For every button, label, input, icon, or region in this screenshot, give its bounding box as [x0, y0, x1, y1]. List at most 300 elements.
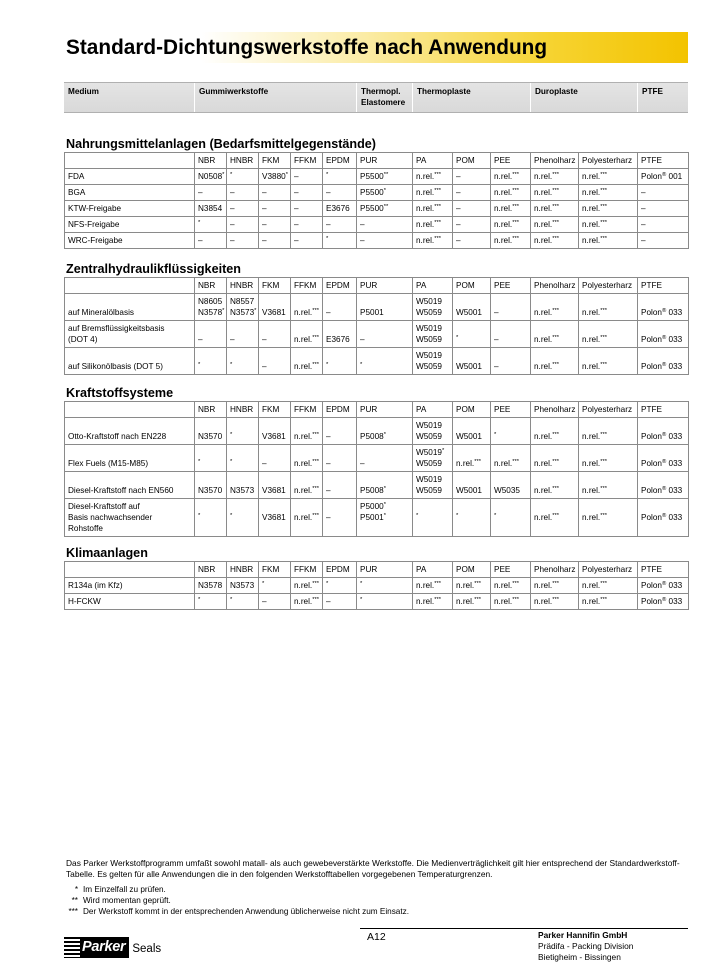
material-header-cell — [259, 402, 291, 418]
medium-header-cell — [65, 562, 195, 578]
value-text: n.rel.*** — [494, 220, 519, 229]
value-cell — [531, 201, 579, 217]
table-row — [65, 217, 689, 233]
value-text: – — [262, 597, 267, 606]
value-text: n.rel.*** — [416, 220, 441, 229]
value-cell — [259, 233, 291, 249]
value-cell — [227, 185, 259, 201]
table-row — [65, 185, 689, 201]
value-cell — [195, 201, 227, 217]
material-header-cell — [531, 402, 579, 418]
medium-label: H-FCKW — [68, 597, 101, 606]
medium-cell — [65, 594, 195, 610]
title-bar — [64, 32, 688, 63]
value-cell — [357, 185, 413, 201]
company-name: Parker Hannifin GmbH — [538, 930, 628, 940]
value-text: Polon® 033 — [641, 362, 683, 371]
value-text: W5059 — [416, 362, 442, 371]
value-cell — [491, 348, 531, 375]
value-text: N3578 — [198, 581, 223, 590]
medium-cell — [65, 217, 195, 233]
value-text: N3573* — [230, 308, 257, 317]
value-text: – — [641, 220, 646, 229]
footer-divider — [360, 928, 688, 929]
column-group-cell — [530, 83, 637, 112]
value-text: Polon® 033 — [641, 513, 683, 522]
value-cell — [638, 294, 689, 321]
value-text: – — [326, 432, 331, 441]
value-cell — [413, 348, 453, 375]
footnote — [66, 906, 409, 917]
material-header-cell — [323, 402, 357, 418]
value-text: P5500** — [360, 204, 389, 213]
value-cell — [491, 185, 531, 201]
value-text: – — [360, 459, 365, 468]
material-header-cell — [291, 278, 323, 294]
value-text: * — [326, 172, 329, 179]
value-text: W5059 — [416, 486, 442, 495]
value-cell — [357, 169, 413, 185]
value-text: n.rel.*** — [416, 204, 441, 213]
material-header-cell — [638, 153, 689, 169]
value-cell — [531, 169, 579, 185]
value-cell — [453, 201, 491, 217]
material-header-cell — [413, 402, 453, 418]
value-cell — [453, 499, 491, 537]
value-text: * — [230, 597, 233, 604]
value-text: – — [198, 335, 203, 344]
material-name: HNBR — [230, 565, 254, 574]
value-cell — [579, 201, 638, 217]
value-text: Polon® 033 — [641, 597, 683, 606]
value-cell — [227, 418, 259, 445]
value-cell — [453, 594, 491, 610]
value-text: * — [230, 513, 233, 520]
footnotes — [66, 884, 409, 917]
column-group-cell — [637, 83, 688, 112]
value-cell — [227, 578, 259, 594]
value-text: * — [456, 335, 459, 342]
material-name: HNBR — [230, 281, 254, 290]
value-cell — [291, 185, 323, 201]
material-name: PA — [416, 405, 427, 414]
material-name: PUR — [360, 156, 378, 165]
material-name: FKM — [262, 156, 280, 165]
value-text: P5500* — [360, 188, 386, 197]
table-row — [65, 499, 689, 537]
value-text: – — [230, 204, 235, 213]
value-cell — [323, 201, 357, 217]
value-text: V3681 — [262, 513, 286, 522]
value-text: * — [494, 513, 497, 520]
material-table — [64, 561, 689, 610]
value-text: n.rel.*** — [534, 220, 559, 229]
logo-brand: Parker — [80, 937, 129, 958]
medium-header-cell — [65, 278, 195, 294]
value-text: – — [494, 335, 499, 344]
value-text: N3573 — [230, 486, 255, 495]
medium-header-cell — [65, 402, 195, 418]
value-cell — [531, 233, 579, 249]
value-cell — [638, 321, 689, 348]
material-name: FFKM — [294, 281, 317, 290]
value-text: – — [326, 188, 331, 197]
table-row — [65, 472, 689, 499]
value-text: P5500** — [360, 172, 389, 181]
value-text: W5019 — [416, 297, 442, 306]
material-name: Polyesterharz — [582, 405, 633, 414]
value-text: n.rel.*** — [416, 581, 441, 590]
material-header-cell — [195, 278, 227, 294]
value-text: n.rel.*** — [582, 459, 607, 468]
value-text: W5019* — [416, 448, 445, 457]
value-cell — [413, 185, 453, 201]
table-header-row — [65, 278, 689, 294]
value-cell — [291, 201, 323, 217]
value-cell — [579, 445, 638, 472]
column-group-label: Thermopl. — [361, 87, 401, 96]
material-name: EPDM — [326, 281, 350, 290]
value-text: n.rel.*** — [534, 597, 559, 606]
value-cell — [291, 321, 323, 348]
value-cell — [195, 594, 227, 610]
material-name: PEE — [494, 405, 511, 414]
value-text: * — [198, 362, 201, 369]
value-cell — [413, 201, 453, 217]
value-text: – — [456, 236, 461, 245]
value-cell — [453, 418, 491, 445]
material-name: NBR — [198, 156, 216, 165]
material-name: NBR — [198, 281, 216, 290]
value-cell — [413, 418, 453, 445]
value-text: n.rel.*** — [582, 335, 607, 344]
footnote-mark: ** — [71, 896, 78, 905]
footnote-mark: *** — [68, 907, 78, 916]
value-cell — [195, 185, 227, 201]
value-text: – — [641, 236, 646, 245]
value-text: n.rel.*** — [534, 335, 559, 344]
company-location: Bietigheim - Bissingen — [538, 952, 621, 962]
medium-cell — [65, 418, 195, 445]
intro-text: Das Parker Werkstoffprogramm umfaßt sowohl matall- als auch gewebeverstärkte Werkstoffe. Die Medienverträglichkeit gilt hier entsprechend der Standardwerkstoff-Tabelle. Es gelten für alle Anwendungen die in den folgenden Werkstofftabellen vorgegebenen Temperaturgrenzen. — [66, 858, 680, 879]
value-cell — [531, 348, 579, 375]
application-section — [64, 386, 688, 537]
medium-cell — [65, 233, 195, 249]
value-text: N3573 — [230, 581, 255, 590]
value-text: n.rel.*** — [582, 220, 607, 229]
value-text: – — [326, 513, 331, 522]
value-text: W5059 — [416, 459, 442, 468]
value-text: – — [230, 188, 235, 197]
value-cell — [291, 294, 323, 321]
medium-label: Diesel-Kraftstoff nach EN560 — [68, 486, 174, 495]
value-text: – — [326, 459, 331, 468]
column-group-label: Medium — [68, 87, 99, 96]
value-text: V3681 — [262, 486, 286, 495]
value-text: – — [230, 335, 235, 344]
value-text: V3681 — [262, 308, 286, 317]
material-name: Polyesterharz — [582, 565, 633, 574]
value-text: – — [360, 220, 365, 229]
value-text: * — [326, 581, 329, 588]
value-text: * — [494, 432, 497, 439]
value-text: n.rel.*** — [294, 335, 319, 344]
value-cell — [227, 499, 259, 537]
value-cell — [195, 578, 227, 594]
value-cell — [579, 594, 638, 610]
value-text: n.rel.*** — [534, 513, 559, 522]
value-cell — [195, 472, 227, 499]
value-cell — [413, 169, 453, 185]
value-text: – — [641, 188, 646, 197]
material-name: PA — [416, 565, 427, 574]
value-text: – — [456, 172, 461, 181]
value-cell — [195, 418, 227, 445]
material-header-cell — [259, 278, 291, 294]
value-text: P5008* — [360, 432, 386, 441]
value-text: W5059 — [416, 308, 442, 317]
column-group-label: Gummiwerkstoffe — [199, 87, 269, 96]
value-cell — [453, 445, 491, 472]
value-cell — [259, 472, 291, 499]
value-cell — [291, 499, 323, 537]
material-name: PUR — [360, 281, 378, 290]
value-cell — [531, 594, 579, 610]
value-text: * — [416, 513, 419, 520]
value-cell — [638, 233, 689, 249]
medium-label: KTW-Freigabe — [68, 204, 122, 213]
value-cell — [227, 321, 259, 348]
value-cell — [323, 217, 357, 233]
value-text: * — [326, 236, 329, 243]
value-text: n.rel.*** — [294, 432, 319, 441]
material-header-cell — [291, 153, 323, 169]
value-text: – — [198, 188, 203, 197]
table-row — [65, 201, 689, 217]
material-name: Phenolharz — [534, 281, 576, 290]
material-name: HNBR — [230, 405, 254, 414]
value-cell — [291, 418, 323, 445]
value-text: W5001 — [456, 308, 482, 317]
value-text: – — [456, 188, 461, 197]
value-text: n.rel.*** — [582, 597, 607, 606]
material-name: NBR — [198, 565, 216, 574]
value-cell — [531, 472, 579, 499]
material-header-cell — [291, 562, 323, 578]
value-text: P5008* — [360, 486, 386, 495]
material-name: NBR — [198, 405, 216, 414]
value-cell — [259, 294, 291, 321]
value-cell — [357, 418, 413, 445]
value-cell — [357, 233, 413, 249]
value-text: n.rel.*** — [534, 204, 559, 213]
value-cell — [491, 472, 531, 499]
value-text: N3570 — [198, 432, 223, 441]
value-text: Polon® 001 — [641, 172, 683, 181]
column-group-cell — [64, 83, 194, 112]
section-title: Kraftstoffsysteme — [66, 386, 174, 400]
table-header-row — [65, 402, 689, 418]
value-cell — [453, 348, 491, 375]
value-cell — [579, 348, 638, 375]
value-cell — [453, 472, 491, 499]
value-cell — [491, 201, 531, 217]
material-name: FKM — [262, 565, 280, 574]
value-cell — [357, 594, 413, 610]
medium-label: Rohstoffe — [68, 524, 103, 533]
value-cell — [579, 185, 638, 201]
value-cell — [638, 185, 689, 201]
material-name: POM — [456, 565, 475, 574]
value-text: n.rel.*** — [294, 308, 319, 317]
table-row — [65, 233, 689, 249]
material-table — [64, 401, 689, 537]
value-text: – — [360, 236, 365, 245]
material-header-cell — [453, 402, 491, 418]
value-cell — [357, 294, 413, 321]
material-name: EPDM — [326, 156, 350, 165]
value-cell — [227, 233, 259, 249]
material-header-cell — [579, 562, 638, 578]
value-text: – — [230, 236, 235, 245]
value-text: n.rel.*** — [416, 188, 441, 197]
value-text: N8557 — [230, 297, 255, 306]
value-cell — [291, 169, 323, 185]
material-name: PTFE — [641, 565, 662, 574]
value-cell — [227, 472, 259, 499]
value-cell — [413, 499, 453, 537]
medium-label: auf Mineralölbasis — [68, 308, 134, 317]
value-cell — [357, 217, 413, 233]
value-text: n.rel.*** — [494, 188, 519, 197]
value-text: N3570 — [198, 486, 223, 495]
column-group-label: Thermoplaste — [417, 87, 471, 96]
value-text: W5019 — [416, 475, 442, 484]
value-text: – — [262, 204, 267, 213]
value-cell — [413, 217, 453, 233]
material-header-cell — [413, 153, 453, 169]
value-text: W5059 — [416, 432, 442, 441]
medium-label: NFS-Freigabe — [68, 220, 120, 229]
footnote — [66, 884, 409, 895]
value-cell — [357, 472, 413, 499]
value-cell — [531, 321, 579, 348]
value-text: * — [198, 220, 201, 227]
medium-label: Flex Fuels (M15-M85) — [68, 459, 149, 468]
material-name: PTFE — [641, 281, 662, 290]
material-header-cell — [531, 153, 579, 169]
value-cell — [531, 185, 579, 201]
value-text: – — [456, 220, 461, 229]
value-cell — [491, 217, 531, 233]
column-group-cell — [412, 83, 530, 112]
value-text: * — [262, 581, 265, 588]
value-text: n.rel.*** — [294, 459, 319, 468]
table-row — [65, 594, 689, 610]
value-cell — [323, 594, 357, 610]
material-name: FFKM — [294, 405, 317, 414]
medium-label: Otto-Kraftstoff nach EN228 — [68, 432, 167, 441]
value-cell — [323, 418, 357, 445]
value-text: n.rel.*** — [582, 513, 607, 522]
value-cell — [638, 499, 689, 537]
table-row — [65, 169, 689, 185]
medium-label: auf Bremsflüssigkeitsbasis — [68, 324, 165, 333]
material-name: POM — [456, 281, 475, 290]
value-text: E3676 — [326, 204, 350, 213]
value-cell — [323, 348, 357, 375]
value-cell — [579, 418, 638, 445]
material-header-cell — [413, 278, 453, 294]
medium-cell — [65, 578, 195, 594]
value-text: n.rel.*** — [294, 581, 319, 590]
material-table — [64, 277, 689, 375]
company-division: Prädifa - Packing Division — [538, 941, 634, 951]
value-text: * — [198, 459, 201, 466]
value-cell — [579, 578, 638, 594]
value-cell — [195, 169, 227, 185]
medium-label: BGA — [68, 188, 86, 197]
application-section — [64, 546, 688, 610]
value-cell — [638, 445, 689, 472]
value-cell — [491, 233, 531, 249]
value-text: n.rel.*** — [534, 459, 559, 468]
value-text: W5019 — [416, 351, 442, 360]
parker-seals-logo — [64, 937, 161, 958]
value-cell — [491, 445, 531, 472]
material-name: Phenolharz — [534, 156, 576, 165]
value-text: W5059 — [416, 335, 442, 344]
value-text: – — [360, 335, 365, 344]
value-text: * — [230, 459, 233, 466]
value-text: – — [326, 597, 331, 606]
value-cell — [531, 499, 579, 537]
value-cell — [453, 233, 491, 249]
value-cell — [195, 348, 227, 375]
value-cell — [323, 499, 357, 537]
value-text: * — [360, 362, 363, 369]
value-cell — [195, 233, 227, 249]
value-text: n.rel.*** — [294, 362, 319, 371]
value-cell — [323, 185, 357, 201]
value-text: n.rel.*** — [534, 188, 559, 197]
medium-cell — [65, 185, 195, 201]
value-text: * — [230, 362, 233, 369]
medium-header-cell — [65, 153, 195, 169]
value-text: n.rel.*** — [582, 236, 607, 245]
value-cell — [453, 321, 491, 348]
value-cell — [195, 294, 227, 321]
material-name: EPDM — [326, 405, 350, 414]
value-cell — [323, 472, 357, 499]
material-name: Polyesterharz — [582, 281, 633, 290]
value-text: n.rel.*** — [494, 459, 519, 468]
material-header-cell — [227, 278, 259, 294]
value-text: – — [230, 220, 235, 229]
value-text: Polon® 033 — [641, 581, 683, 590]
value-text: P5000* — [360, 502, 386, 511]
material-name: PA — [416, 156, 427, 165]
value-text: N3578* — [198, 308, 225, 317]
value-text: W5001 — [456, 362, 482, 371]
value-text: – — [294, 188, 299, 197]
value-cell — [291, 445, 323, 472]
company-address — [538, 930, 633, 963]
value-cell — [195, 217, 227, 233]
material-header-cell — [227, 402, 259, 418]
value-cell — [638, 169, 689, 185]
material-header-cell — [227, 562, 259, 578]
